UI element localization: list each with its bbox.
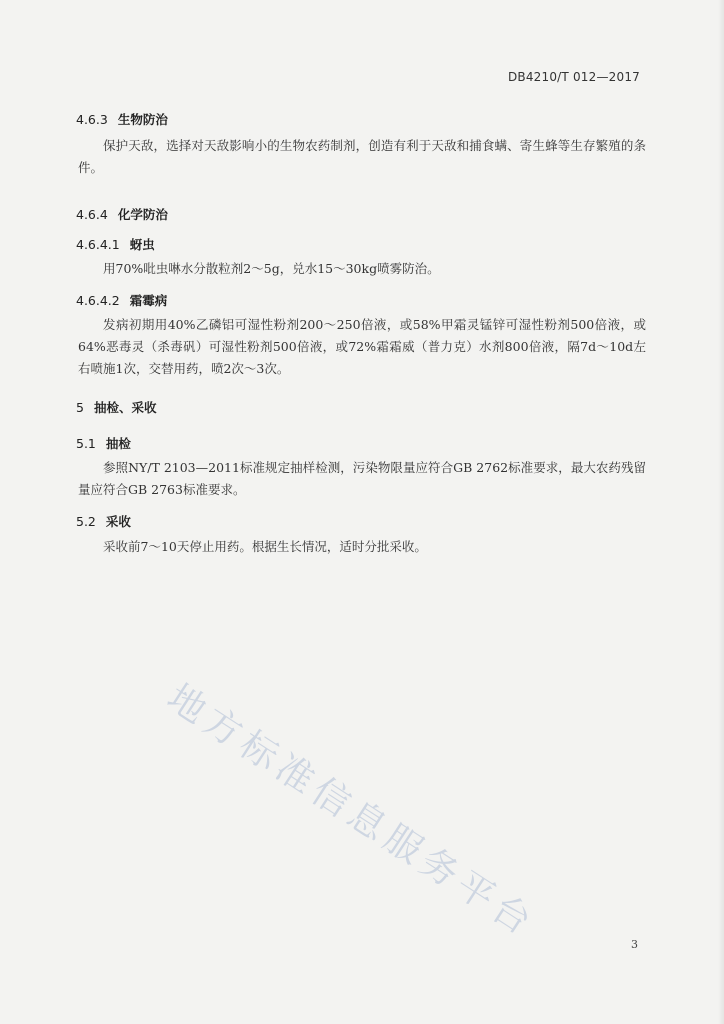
section-number: 5 [76,400,84,415]
paragraph-harvest: 采收前7～10天停止用药。根据生长情况，适时分批采收。 [103,539,427,554]
section-heading-4-6-4-2 [76,291,167,309]
section-number: 4.6.3 [76,112,108,127]
section-title: 抽检 [105,436,131,451]
paragraph-downy-mildew: 发病初期用40%乙磷铝可湿性粉剂200～250倍液，或58%甲霜灵锰锌可湿性粉剂500倍液，或64%恶毒灵（杀毒矾）可湿性粉剂500倍液，或72%霜霜威（普力克）水剂800倍液，隔7d～10d左右喷施1次，交替用药，喷2次～3次。 [78,317,646,376]
section-title: 采收 [105,514,131,529]
section-title: 生物防治 [117,112,168,127]
section-number: 5.1 [76,436,96,451]
section-heading-5-1 [76,434,131,452]
section-heading-5-2 [76,512,131,530]
scan-edge-shadow [718,0,724,1024]
section-number: 4.6.4.1 [76,237,120,252]
section-heading-4-6-4-1 [76,235,155,253]
section-number: 4.6.4 [76,207,108,222]
document-code: DB4210/T 012—2017 [507,70,640,84]
section-title: 抽检、采收 [93,400,157,415]
watermark-text: 地方标准信息服务平台 [159,675,544,946]
paragraph-aphid: 用70%吡虫啉水分散粒剂2～5g，兑水15～30kg喷雾防治。 [103,261,440,276]
section-number: 4.6.4.2 [76,293,120,308]
paragraph-sampling: 参照NY/T 2103—2011标准规定抽样检测，污染物限量应符合GB 2762标准要求，最大农药残留量应符合GB 2763标准要求。 [78,460,646,497]
paragraph-biological-control: 保护天敌，选择对天敌影响小的生物农药制剂，创造有利于天敌和捕食螨、寄生蜂等生存繁殖的条件。 [78,138,646,175]
section-title: 霜霉病 [129,293,168,308]
page-number: 3 [631,938,638,951]
section-heading-4-6-4 [76,205,168,223]
section-heading-5 [76,398,156,416]
section-title: 蚜虫 [129,237,155,252]
section-number: 5.2 [76,514,96,529]
section-heading-4-6-3 [76,110,168,128]
section-title: 化学防治 [117,207,168,222]
